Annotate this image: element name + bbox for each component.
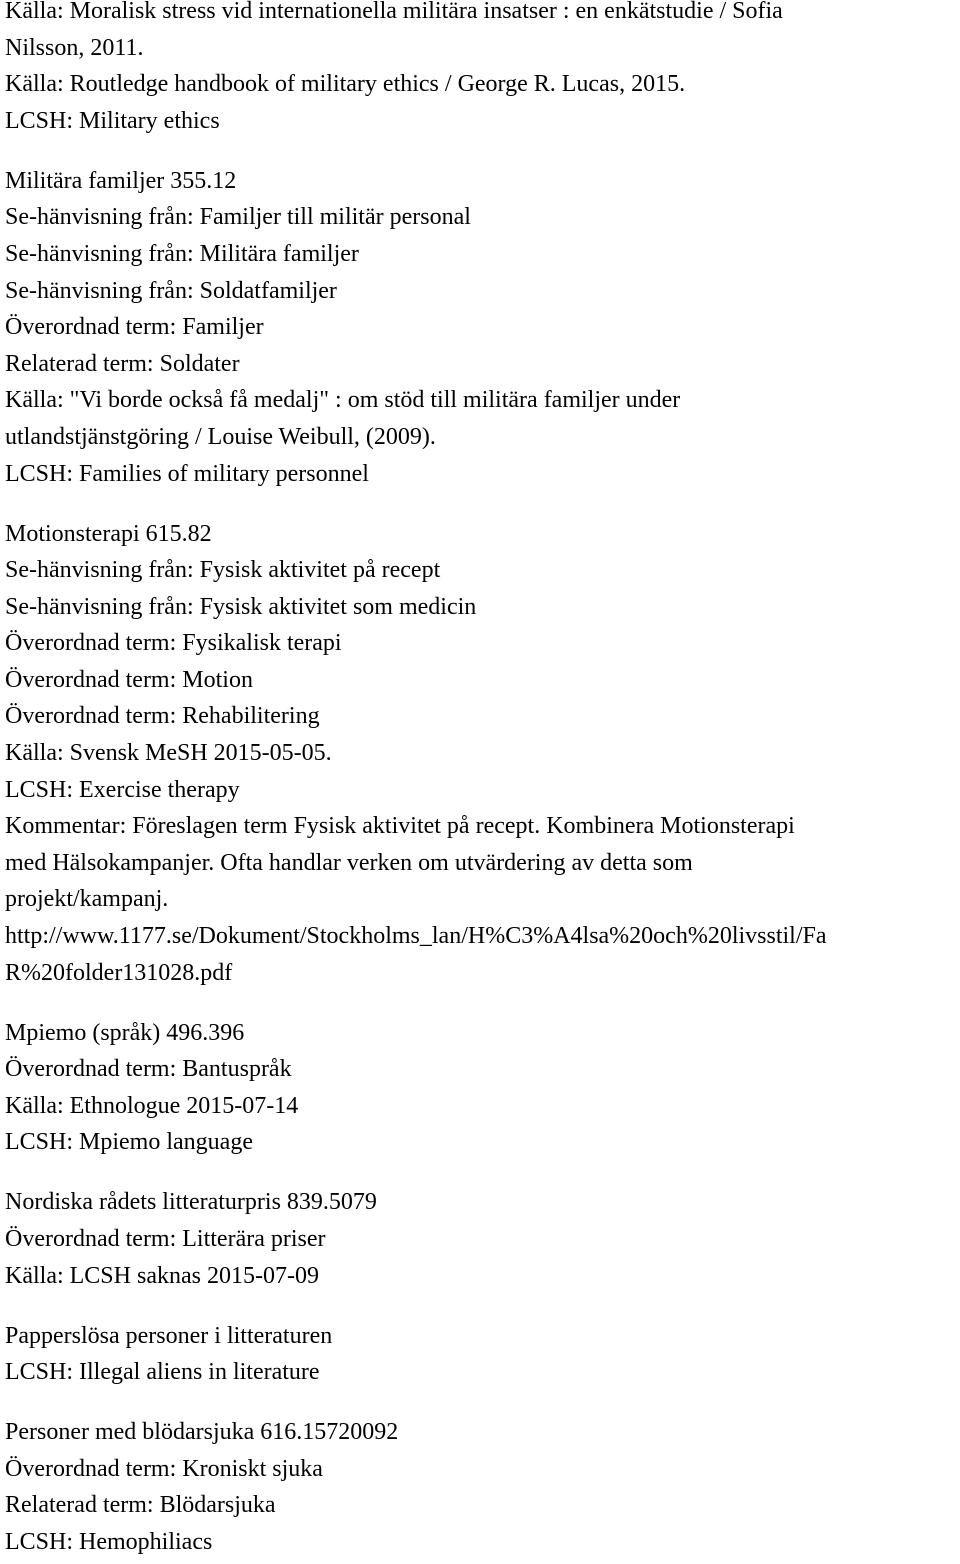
entry-separator: [5, 1294, 957, 1317]
entry-line: Källa: LCSH saknas 2015-07-09: [5, 1262, 319, 1289]
entry-militara-familjer: [5, 163, 957, 492]
entry-line: Överordnad term: Litterära priser: [5, 1225, 326, 1252]
entry-line: LCSH: Exercise therapy: [5, 776, 240, 803]
entry-heading: Papperslösa personer i litteraturen: [5, 1322, 333, 1349]
entry-line: Överordnad term: Familjer: [5, 314, 264, 341]
entry-separator: [5, 1391, 957, 1414]
entry-line: LCSH: Illegal aliens in literature: [5, 1359, 320, 1386]
entry-heading: Personer med blödarsjuka 616.15720092: [5, 1419, 399, 1446]
entry-line: Se-hänvisning från: Militära familjer: [5, 240, 359, 267]
entry-line: Källa: "Vi borde också få medalj" : om stöd till militära familjer under: [5, 387, 681, 414]
entry-line: Källa: Ethnologue 2015-07-14: [5, 1092, 299, 1119]
entry-line: Se-hänvisning från: Soldatfamiljer: [5, 277, 337, 304]
entry-separator: [5, 492, 957, 515]
entry-line: Källa: Routledge handbook of military ethics / George R. Lucas, 2015.: [5, 71, 686, 98]
entry-url-line: R%20folder131028.pdf: [5, 959, 233, 986]
entry-personer-med-blodarsjuka: [5, 1414, 957, 1560]
entry-line: Se-hänvisning från: Fysisk aktivitet på recept: [5, 557, 441, 584]
entry-separator: [5, 1161, 957, 1184]
entry-mpiemo: [5, 1015, 957, 1161]
entry-line: Överordnad term: Fysikalisk terapi: [5, 630, 342, 657]
entry-line: LCSH: Families of military personnel: [5, 460, 369, 487]
entry-line: Kommentar: Föreslagen term Fysisk aktivitet på recept. Kombinera Motionsterapi: [5, 813, 795, 840]
entry-line: med Hälsokampanjer. Ofta handlar verken om utvärdering av detta som: [5, 849, 693, 876]
entry-line: Överordnad term: Bantuspråk: [5, 1056, 292, 1083]
entry-line: LCSH: Mpiemo language: [5, 1129, 253, 1156]
entry-military-ethics-tail: [5, 0, 957, 139]
entry-line: Relaterad term: Soldater: [5, 350, 240, 377]
entry-line: Källa: Svensk MeSH 2015-05-05.: [5, 740, 332, 767]
entry-line: Se-hänvisning från: Fysisk aktivitet som medicin: [5, 593, 477, 620]
entry-line: Överordnad term: Rehabilitering: [5, 703, 320, 730]
entry-papperslosa-personer: [5, 1318, 957, 1391]
entry-line: Nilsson, 2011.: [5, 34, 144, 61]
entry-motionsterapi: [5, 516, 957, 992]
document-page: [5, 0, 957, 1561]
entry-nordiska-radets-litteraturpris: [5, 1184, 957, 1294]
entry-heading: Nordiska rådets litteraturpris 839.5079: [5, 1189, 377, 1216]
entry-line: Relaterad term: Blödarsjuka: [5, 1492, 276, 1519]
entry-line: Se-hänvisning från: Familjer till militär personal: [5, 204, 471, 231]
entry-heading: Mpiemo (språk) 496.396: [5, 1019, 245, 1046]
entry-heading: Militära familjer 355.12: [5, 167, 237, 194]
entry-separator: [5, 991, 957, 1014]
entry-separator: [5, 139, 957, 162]
entry-line: Överordnad term: Kroniskt sjuka: [5, 1455, 323, 1482]
entry-heading: Motionsterapi 615.82: [5, 520, 212, 547]
entry-line: LCSH: Hemophiliacs: [5, 1528, 213, 1555]
entry-line: projekt/kampanj.: [5, 886, 169, 913]
entry-line: Överordnad term: Motion: [5, 666, 253, 693]
entry-url-line: http://www.1177.se/Dokument/Stockholms_lan/H%C3%A4lsa%20och%20livsstil/Fa: [5, 923, 827, 950]
entry-line: utlandstjänstgöring / Louise Weibull, (2009).: [5, 423, 436, 450]
entry-line: LCSH: Military ethics: [5, 107, 220, 134]
entry-line: Källa: Moralisk stress vid internationella militära insatser : en enkätstudie / Sofia: [5, 0, 783, 24]
